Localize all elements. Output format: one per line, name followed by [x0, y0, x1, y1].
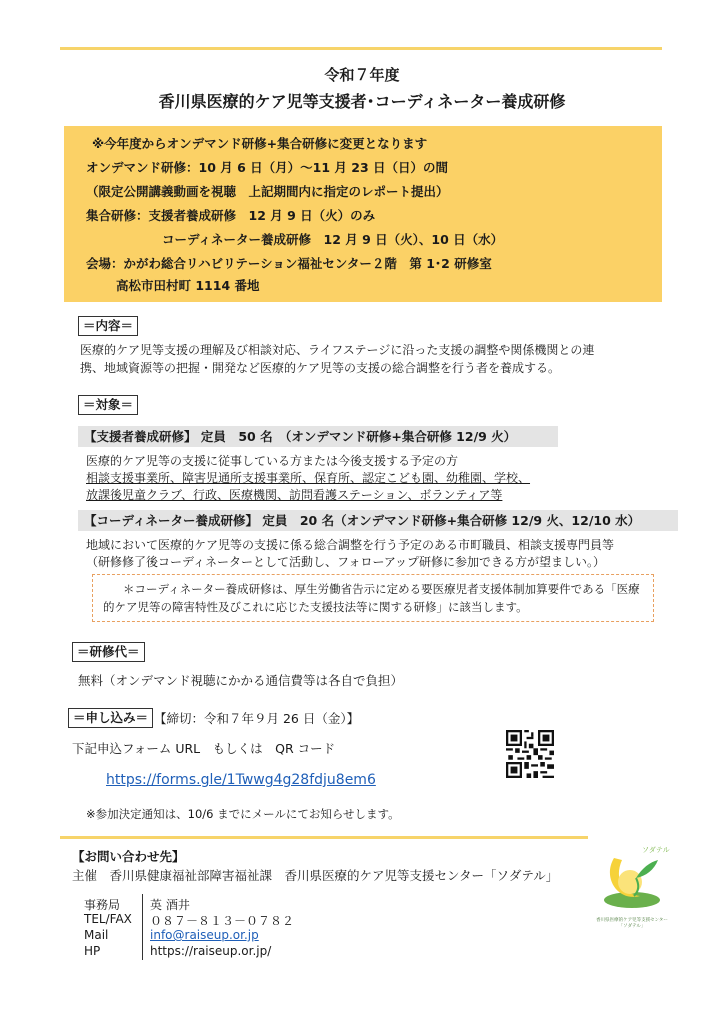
- page-title: 香川県医療的ケア児等支援者･コーディネーター養成研修: [158, 92, 566, 111]
- coordinator-band: 【コーディネーター養成研修】 定員 20 名（オンデマンド研修+集合研修 12/9 火、12/10 水）: [78, 510, 678, 531]
- target-heading: ＝対象＝: [78, 395, 138, 415]
- contact-label-office: 事務局: [84, 898, 121, 912]
- bottom-divider: [60, 836, 588, 839]
- info-line-venue: 会場：かがわ総合リハビリテーション福祉センター２階 第 1･2 研修室: [86, 256, 492, 271]
- contact-organizer: 主催 香川県健康福祉部障害福祉課 香川県医療的ケア児等支援センター「ソダテル」: [72, 868, 559, 883]
- content-line-2: 携、地域資源等の把握・開発など医療的ケア児等の支援の総合調整を行う者を養成する。: [80, 361, 561, 375]
- sodateru-logo: [592, 838, 672, 928]
- top-divider: [60, 47, 662, 50]
- info-line-address: 高松市田村町 1114 番地: [116, 278, 260, 293]
- fee-heading: ＝研修代＝: [72, 642, 145, 662]
- info-box: [64, 126, 662, 302]
- contact-value-office: 英 酒井: [150, 898, 190, 912]
- contact-label-tel: TEL/FAX: [84, 912, 132, 926]
- contact-value-hp: https://raiseup.or.jp/: [150, 944, 272, 958]
- qr-code-icon[interactable]: [506, 730, 554, 778]
- content-line-1: 医療的ケア児等支援の理解及び相談対応、ライフステージに沿った支援の調整や関係機関との連: [80, 343, 595, 357]
- page-year: 令和７年度: [324, 66, 400, 84]
- info-line-notice: ※今年度からオンデマンド研修+集合研修に変更となります: [92, 136, 428, 151]
- supporter-line-1: 医療的ケア児等の支援に従事している方または今後支援する予定の方: [86, 454, 459, 468]
- info-line-ondemand-note: （限定公開講義動画を視聴 上記期間内に指定のレポート提出）: [86, 184, 449, 199]
- info-line-group-coord: コーディネーター養成研修 12 月 9 日（火）、10 日（水）: [162, 232, 504, 247]
- note-line-1: ＊コーディネーター養成研修は、厚生労働省告示に定める要医療児者支援体制加算要件である「医療: [123, 582, 640, 596]
- info-line-ondemand: オンデマンド研修：10 月 6 日（月）～11 月 23 日（日）の間: [86, 160, 448, 175]
- coordinator-line-1: 地域において医療的ケア児等の支援に係る総合調整を行う予定のある市町職員、相談支援専門員等: [86, 538, 615, 552]
- apply-deadline: 【締切：令和７年９月 26 日（金）】: [154, 711, 360, 726]
- contact-divider: [142, 894, 143, 960]
- fee-text: 無料（オンデマンド視聴にかかる通信費等は各自で負担）: [78, 673, 404, 688]
- logo-caption: 香川県医療的ケア児等支援センター「ソダテル」: [596, 918, 668, 929]
- supporter-band: 【支援者養成研修】 定員 50 名 （オンデマンド研修+集合研修 12/9 火）: [78, 426, 558, 447]
- note-line-2: 的ケア児等の障害特性及びこれに応じた支援技法等に関する研修」に該当します。: [103, 600, 528, 614]
- apply-form-link[interactable]: https://forms.gle/1Twwg4g28fdju8em6: [106, 772, 376, 788]
- logo-brand-text: ソダテル: [642, 846, 670, 854]
- apply-method: 下記申込フォーム URL もしくは QR コード: [72, 741, 336, 756]
- apply-notice: ※参加決定通知は、10/6 までにメールにてお知らせします。: [86, 807, 400, 821]
- contact-label-mail: Mail: [84, 928, 109, 942]
- contact-label-hp: HP: [84, 944, 101, 958]
- sprout-moon-icon: [592, 838, 672, 914]
- apply-heading: ＝申し込み＝: [68, 708, 153, 728]
- info-line-group: 集合研修：支援者養成研修 12 月 9 日（火）のみ: [86, 208, 376, 223]
- contact-heading: 【お問い合わせ先】: [72, 849, 185, 864]
- contact-value-tel: ０８７－８１３－０７８２: [150, 914, 295, 928]
- contact-mail-link[interactable]: info@raiseup.or.jp: [150, 928, 259, 942]
- content-heading: ＝内容＝: [78, 316, 138, 336]
- coordinator-note-box: [92, 574, 654, 622]
- supporter-line-2: 相談支援事業所、障害児通所支援事業所、保育所、認定こども園、幼稚園、学校、: [86, 471, 531, 485]
- supporter-line-3: 放課後児童クラブ、行政、医療機関、訪問看護ステーション、ボランティア等: [86, 488, 503, 502]
- coordinator-line-2: （研修修了後コーディネーターとして活動し、フォローアップ研修に参加できる方が望ましい。）: [86, 555, 606, 569]
